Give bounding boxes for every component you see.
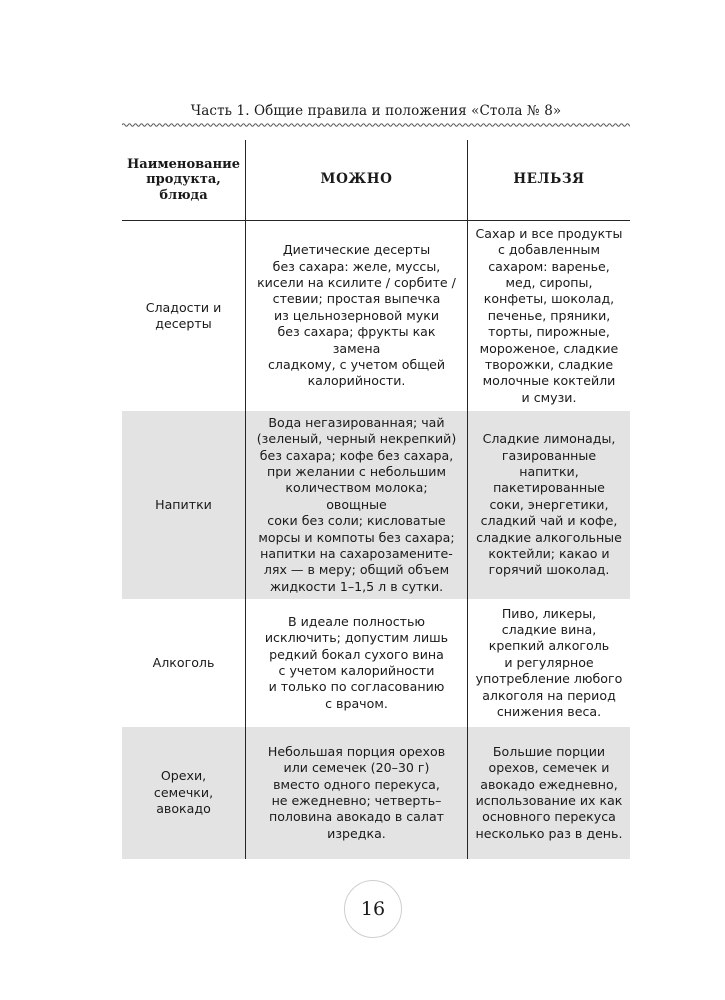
product-cell: Орехи, семечки, авокадо [153,768,214,817]
wavy-rule [122,122,630,128]
product-cell: Сладости и десерты [145,299,222,331]
product-cell: Алкоголь [152,654,215,670]
running-head: Часть 1. Общие правила и положения «Стола № 8» [190,103,562,119]
forbidden-cell: Сахар и все продукты с добавленным сахаром: варенье, мед, сиропы, конфеты, шоколад, печенье, пряники, торты, пирожные, мороженое, сладкие творожки, сладкие молочные коктейли и смузи. [467,221,630,411]
table-row [122,221,630,411]
page-number: 16 [344,880,402,938]
forbidden-cell: Пиво, ликеры, сладкие вина, крепкий алкоголь и регулярное употребление любого алкоголя на период снижения веса. [467,599,630,727]
allowed-cell: Вода негазированная; чай (зеленый, черный некрепкий) без сахара; кофе без сахара, при желании с небольшим количеством молока; овощные соки без соли; кисловатые морсы и компоты без сахара; напитки на сахарозамените- лях — в меру; общий объем жидкости 1–1,5 л в сутки. [245,411,467,599]
product-cell: Напитки [155,496,212,512]
table-row [122,411,630,599]
forbidden-cell: Сладкие лимонады, газированные напитки, пакетированные соки, энергетики, сладкий чай и кофе, сладкие алкогольные коктейли; какао и горячий шоколад. [467,411,630,599]
table-header-row [122,140,630,221]
table-row [122,599,630,727]
allowed-cell: Небольшая порция орехов или семечек (20–30 г) вместо одного перекуса, не ежедневно; четверть– половина авокадо в салат изредка. [245,727,467,859]
header-product: Наименование продукта, блюда [127,156,240,203]
header-allowed: МОЖНО [245,140,467,220]
diet-table [122,140,630,859]
table-row [122,727,630,859]
allowed-cell: В идеале полностью исключить; допустим лишь редкий бокал сухого вина с учетом калорийности и только по согласованию с врачом. [245,599,467,727]
header-forbidden: НЕЛЬЗЯ [467,140,630,220]
allowed-cell: Диетические десерты без сахара: желе, муссы, кисели на ксилите / сорбите / стевии; простая выпечка из цельнозерновой муки без сахара; фрукты как замена сладкому, с учетом общей калорийности. [245,221,467,411]
forbidden-cell: Большие порции орехов, семечек и авокадо ежедневно, использование их как основного перекуса несколько раз в день. [467,727,630,859]
